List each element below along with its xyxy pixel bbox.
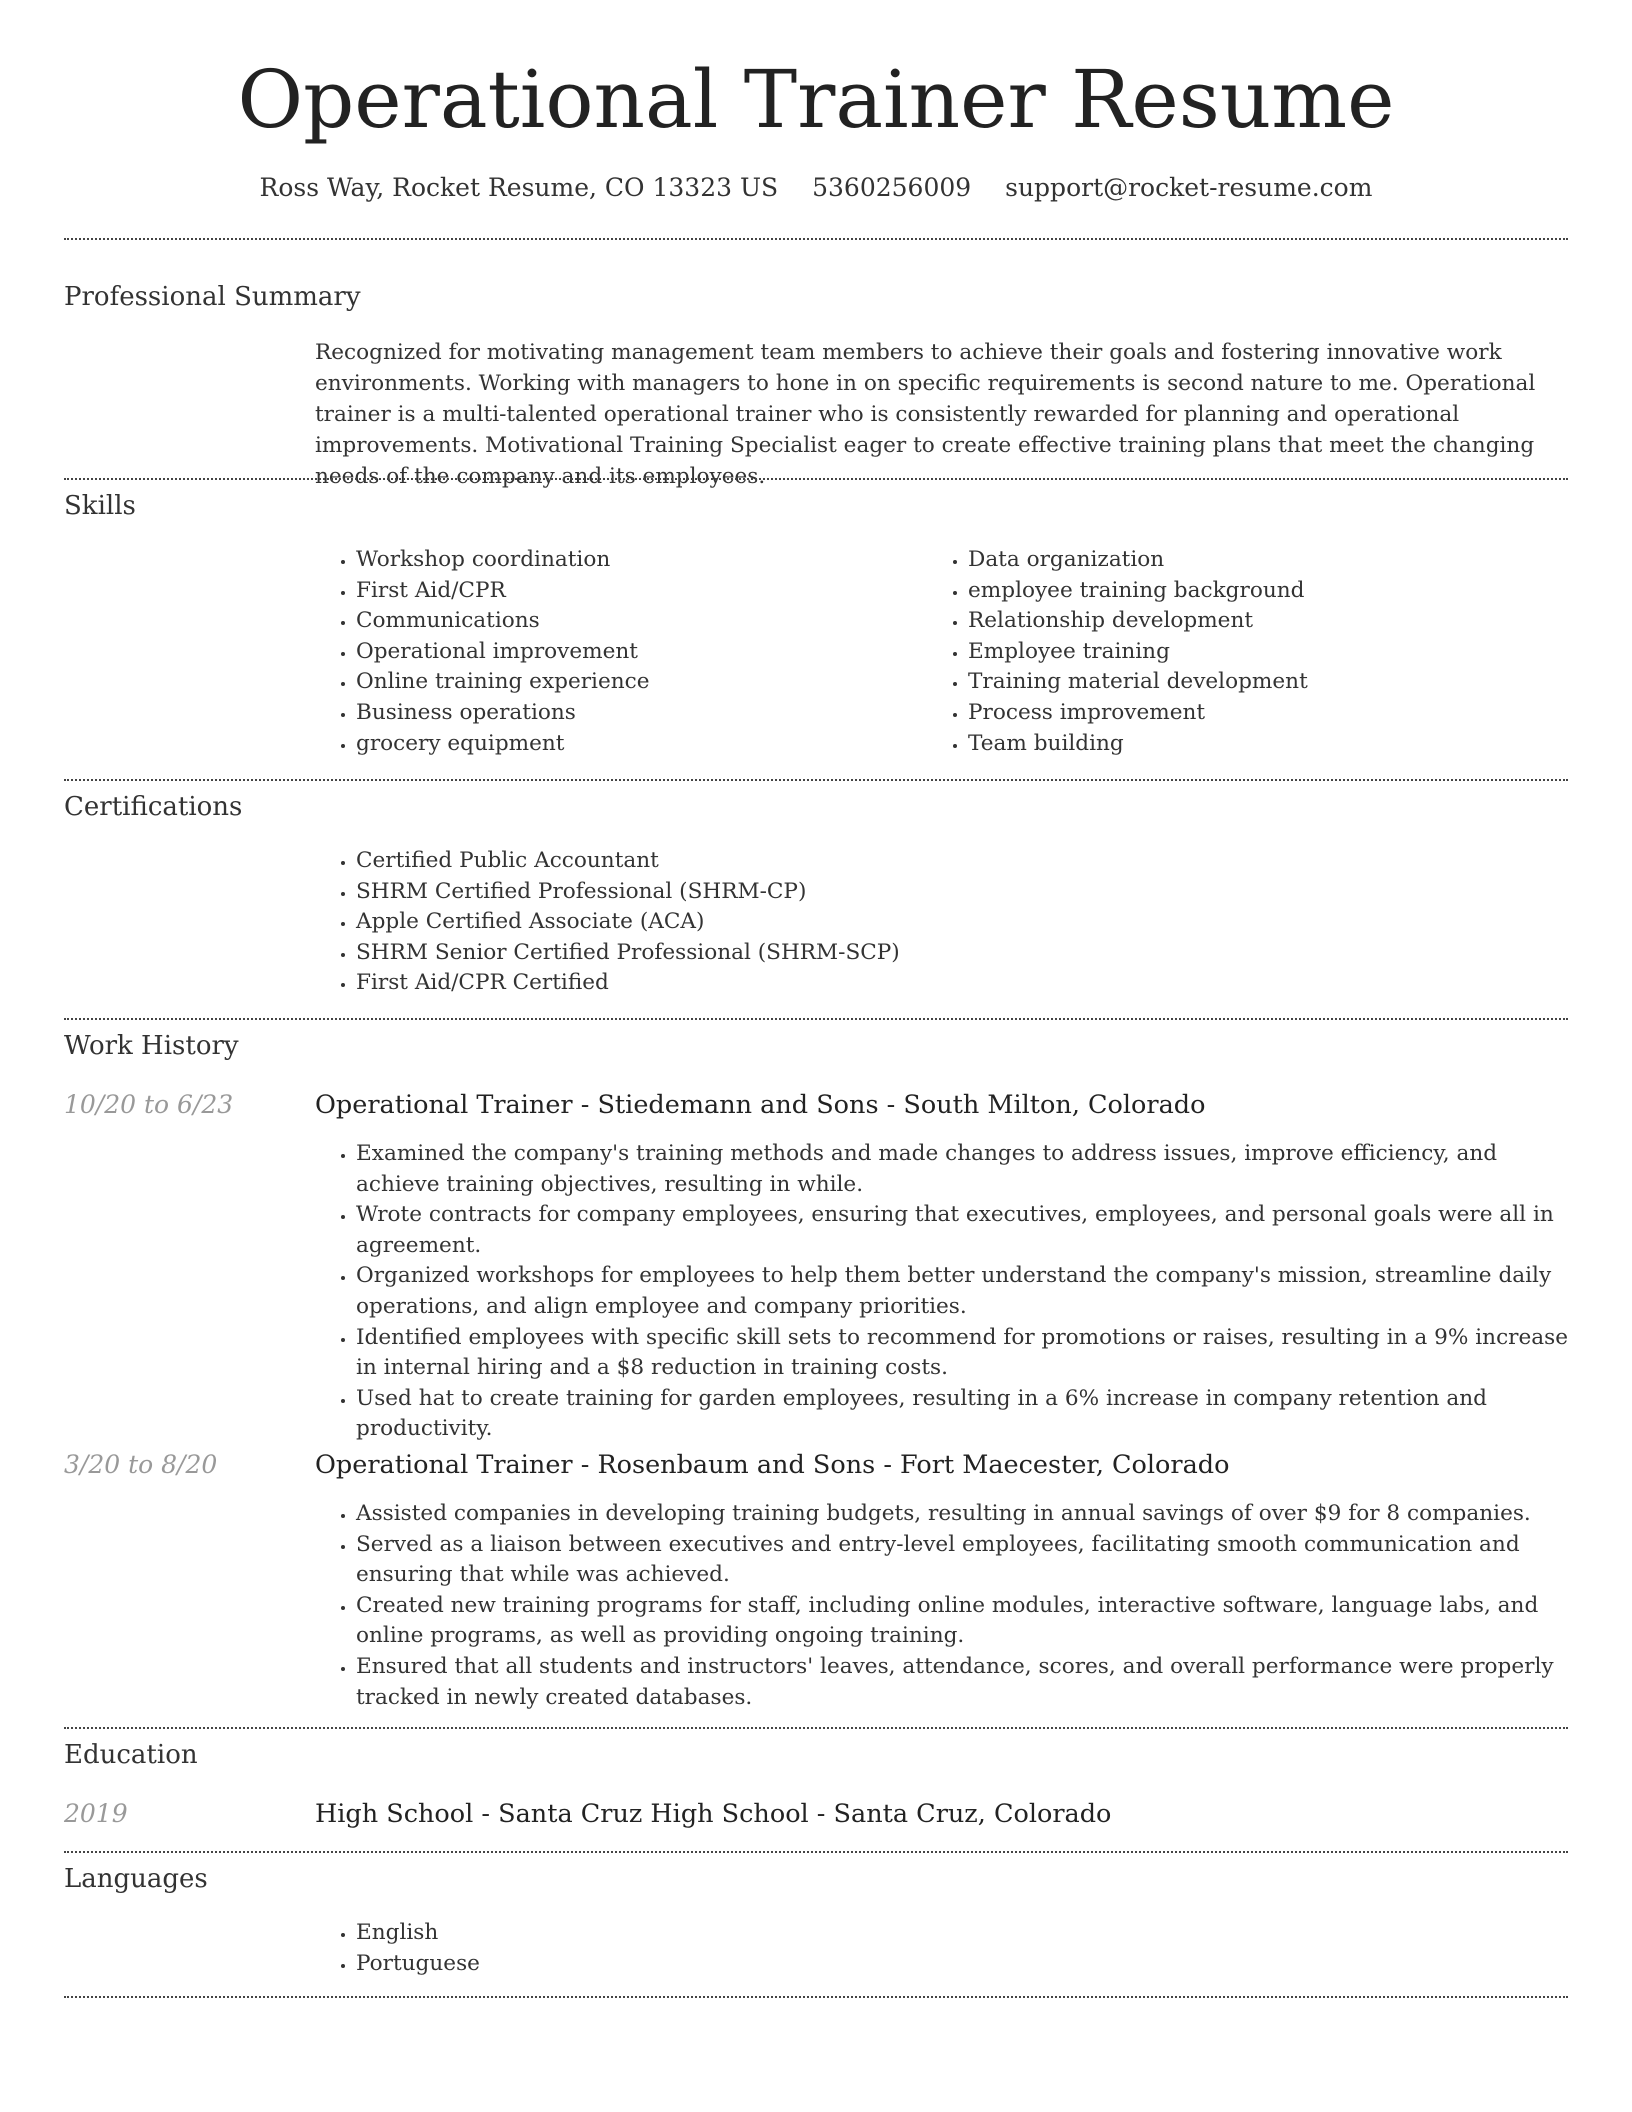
section-divider bbox=[64, 1996, 1568, 1998]
section-heading-work-history: Work History bbox=[64, 1031, 239, 1061]
list-item: • Data organization bbox=[968, 545, 1568, 576]
education-title: High School - Santa Cruz High School - Santa Cruz, Colorado bbox=[315, 1799, 1112, 1829]
list-item: • Operational improvement bbox=[356, 637, 916, 668]
contact-line bbox=[0, 170, 1632, 206]
contact-email: support@rocket-resume.com bbox=[1005, 173, 1373, 202]
section-heading-certifications: Certifications bbox=[64, 792, 243, 822]
list-item: • Identified employees with specific skill sets to recommend for promotions or raises, resulting in a 9% increase in internal hiring and a $8 reduction in training costs. bbox=[356, 1323, 1571, 1384]
list-item: • Ensured that all students and instructors' leaves, attendance, scores, and overall performance were properly tracked in newly created databases. bbox=[356, 1652, 1591, 1713]
list-item: • English bbox=[356, 1918, 956, 1949]
section-heading-skills: Skills bbox=[64, 491, 136, 521]
languages-list bbox=[312, 1918, 956, 1979]
section-divider bbox=[64, 1851, 1568, 1853]
list-item: • Used hat to create training for garden employees, resulting in a 6% increase in company retention and productivity. bbox=[356, 1384, 1571, 1445]
summary-text: Recognized for motivating management team members to achieve their goals and fostering innovative work environments. Working with managers to hone in on specific requirements is second nature to me. Operational trainer is a multi-talented operational trainer who is consistently rewarded for planning and operational improvements. Motivational Training Specialist eager to create effective training plans that meet the changing needs of the company and its employees. bbox=[315, 340, 1536, 489]
list-item: • Examined the company's training methods and made changes to address issues, improve efficiency, and achieve training objectives, resulting in while. bbox=[356, 1139, 1571, 1200]
list-item: • Online training experience bbox=[356, 667, 916, 698]
job-dates: 3/20 to 8/20 bbox=[64, 1450, 218, 1479]
skills-list-left bbox=[312, 545, 916, 759]
certifications-list bbox=[312, 846, 1456, 999]
section-divider bbox=[64, 779, 1568, 781]
list-item: • Apple Certified Associate (ACA) bbox=[356, 907, 1456, 938]
list-item: • First Aid/CPR bbox=[356, 576, 916, 607]
section-heading-languages: Languages bbox=[64, 1864, 208, 1894]
list-item: • SHRM Senior Certified Professional (SHRM-SCP) bbox=[356, 938, 1456, 969]
section-heading-summary: Professional Summary bbox=[64, 282, 361, 312]
list-item: • Organized workshops for employees to help them better understand the company's mission, streamline daily operations, and align employee and company priorities. bbox=[356, 1261, 1571, 1322]
section-divider bbox=[64, 1018, 1568, 1020]
section-heading-education: Education bbox=[64, 1740, 198, 1770]
list-item: • Served as a liaison between executives and entry-level employees, facilitating smooth communication and ensuring that while was achieved. bbox=[356, 1530, 1591, 1591]
list-item: • Relationship development bbox=[968, 606, 1568, 637]
list-item: • Workshop coordination bbox=[356, 545, 916, 576]
list-item: • grocery equipment bbox=[356, 729, 916, 760]
list-item: • Business operations bbox=[356, 698, 916, 729]
list-item: • employee training background bbox=[968, 576, 1568, 607]
job-title: Operational Trainer - Rosenbaum and Sons - Fort Maecester, Colorado bbox=[315, 1450, 1230, 1480]
list-item: • Training material development bbox=[968, 667, 1568, 698]
list-item: • Employee training bbox=[968, 637, 1568, 668]
list-item: • Portuguese bbox=[356, 1949, 956, 1980]
education-year: 2019 bbox=[64, 1799, 128, 1828]
list-item: • Assisted companies in developing training budgets, resulting in annual savings of over $9 for 8 companies. bbox=[356, 1499, 1591, 1530]
job-bullets bbox=[312, 1499, 1591, 1713]
list-item: • Created new training programs for staff, including online modules, interactive software, language labs, and online programs, as well as providing ongoing training. bbox=[356, 1591, 1591, 1652]
contact-address: Ross Way, Rocket Resume, CO 13323 US bbox=[259, 173, 779, 202]
section-divider bbox=[64, 1727, 1568, 1729]
list-item: • Certified Public Accountant bbox=[356, 846, 1456, 877]
contact-phone: 5360256009 bbox=[812, 173, 972, 202]
list-item: • SHRM Certified Professional (SHRM-CP) bbox=[356, 877, 1456, 908]
list-item: • Team building bbox=[968, 729, 1568, 760]
list-item: • Process improvement bbox=[968, 698, 1568, 729]
section-divider bbox=[64, 478, 1568, 480]
job-title: Operational Trainer - Stiedemann and Sons - South Milton, Colorado bbox=[315, 1090, 1206, 1120]
list-item: • Communications bbox=[356, 606, 916, 637]
job-bullets bbox=[312, 1139, 1571, 1445]
list-item: • First Aid/CPR Certified bbox=[356, 968, 1456, 999]
job-dates: 10/20 to 6/23 bbox=[64, 1090, 234, 1119]
list-item: • Wrote contracts for company employees, ensuring that executives, employees, and personal goals were all in agreement. bbox=[356, 1200, 1571, 1261]
section-divider bbox=[64, 238, 1568, 240]
resume-title: Operational Trainer Resume bbox=[237, 53, 1395, 146]
skills-list-right bbox=[924, 545, 1568, 759]
